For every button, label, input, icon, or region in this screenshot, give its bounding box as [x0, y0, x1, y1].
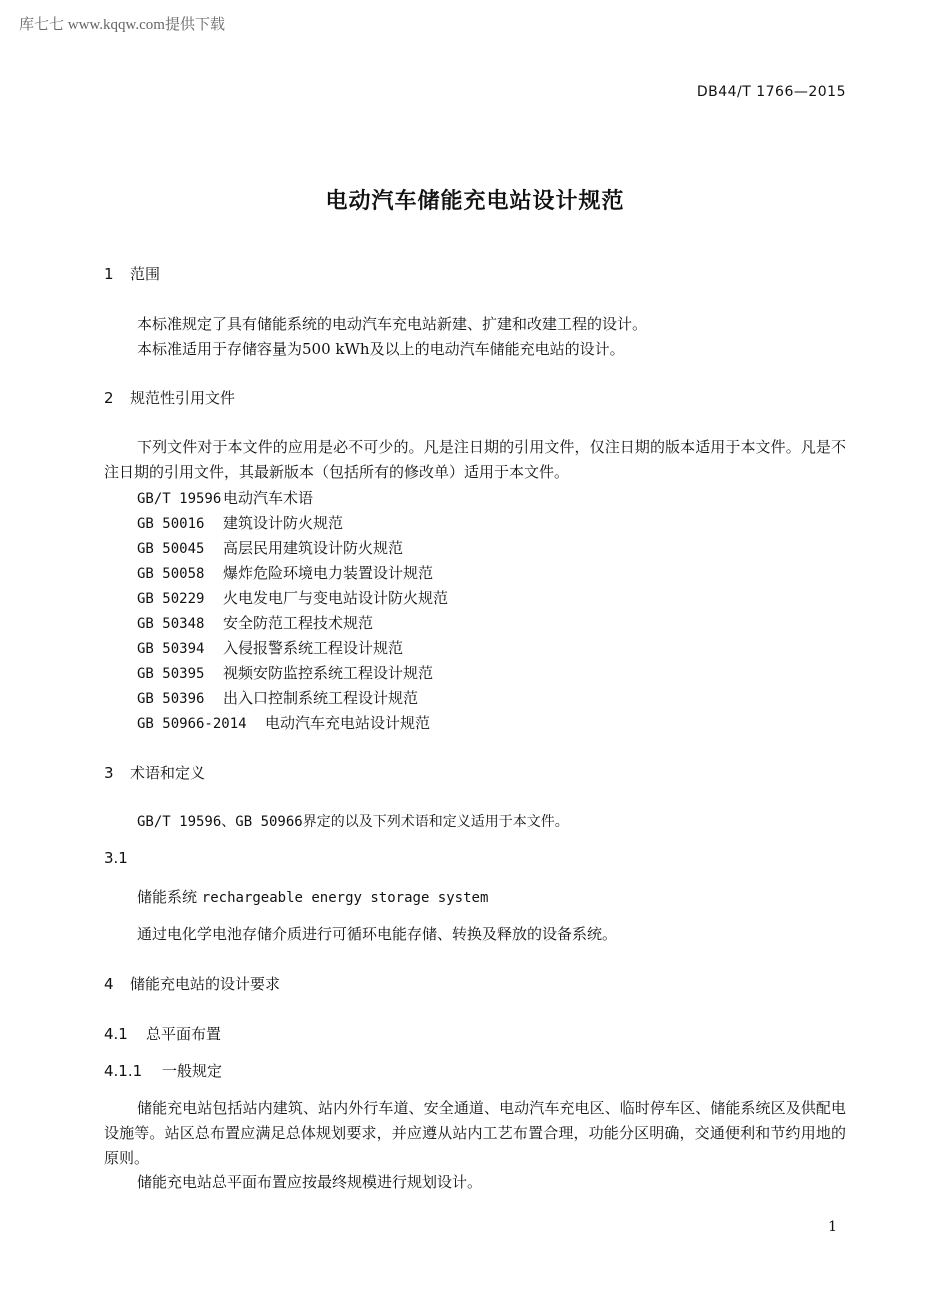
subsection-4-1-heading: 4.1 总平面布置	[104, 1025, 222, 1043]
section-4-para-2: 储能充电站总平面布置应按最终规模进行规划设计。	[137, 1173, 483, 1191]
section-number: 1	[104, 265, 114, 283]
reference-item: GB 50966-2014 电动汽车充电站设计规范	[137, 714, 431, 732]
reference-item: GB 50229 火电发电厂与变电站设计防火规范	[137, 589, 449, 607]
section-number: 2	[104, 389, 114, 407]
watermark: 库七七 www.kqqw.com提供下载	[19, 17, 225, 33]
reference-item: GB 50016 建筑设计防火规范	[137, 514, 344, 532]
term-english: rechargeable energy storage system	[201, 890, 489, 906]
section-title: 术语和定义	[130, 764, 206, 782]
section-title: 规范性引用文件	[130, 389, 236, 407]
section-1-para-2: 本标准适用于存储容量为500 kWh及以上的电动汽车储能充电站的设计。	[137, 340, 625, 358]
reference-item: GB 50045 高层民用建筑设计防火规范	[137, 539, 404, 557]
section-3-heading	[104, 762, 205, 783]
section-1-heading	[104, 263, 160, 284]
section-title: 范围	[130, 265, 161, 283]
term-number: 3.1	[104, 849, 128, 867]
reference-item: GB/T 19596 电动汽车术语	[137, 489, 314, 507]
section-4-heading	[104, 973, 280, 994]
reference-item: GB 50348 安全防范工程技术规范	[137, 614, 374, 632]
section-4-para-1: 储能充电站包括站内建筑、站内外行车道、安全通道、电动汽车充电区、临时停车区、储能系统区及供配电设施等。站区总布置应满足总体规划要求，并应遵从站内工艺布置合理，功能分区明确，交通便利和节约用地的原则。	[104, 1099, 846, 1167]
subsection-4-1-1-heading: 4.1.1 一般规定	[104, 1062, 223, 1080]
reference-item: GB 50396 出入口控制系统工程设计规范	[137, 689, 419, 707]
term-chinese: 储能系统	[137, 888, 198, 906]
page-number: 1	[828, 1219, 837, 1235]
document-title: 电动汽车储能充电站设计规范	[325, 189, 625, 214]
section-number: 3	[104, 764, 114, 782]
section-2-heading	[104, 387, 235, 408]
document-code: DB44/T 1766—2015	[696, 84, 846, 100]
section-number: 4	[104, 975, 114, 993]
term-entry	[137, 886, 488, 907]
reference-item: GB 50394 入侵报警系统工程设计规范	[137, 639, 404, 657]
section-3-intro: GB/T 19596、GB 50966界定的以及下列术语和定义适用于本文件。	[137, 814, 569, 830]
reference-item: GB 50058 爆炸危险环境电力装置设计规范	[137, 564, 434, 582]
section-2-intro: 下列文件对于本文件的应用是必不可少的。凡是注日期的引用文件，仅注日期的版本适用于本文件。凡是不注日期的引用文件，其最新版本（包括所有的修改单）适用于本文件。	[104, 438, 846, 481]
section-title: 储能充电站的设计要求	[130, 975, 281, 993]
reference-item: GB 50395 视频安防监控系统工程设计规范	[137, 664, 434, 682]
section-1-para-1: 本标准规定了具有储能系统的电动汽车充电站新建、扩建和改建工程的设计。	[137, 315, 648, 333]
term-definition: 通过电化学电池存储介质进行可循环电能存储、转换及释放的设备系统。	[137, 925, 618, 943]
